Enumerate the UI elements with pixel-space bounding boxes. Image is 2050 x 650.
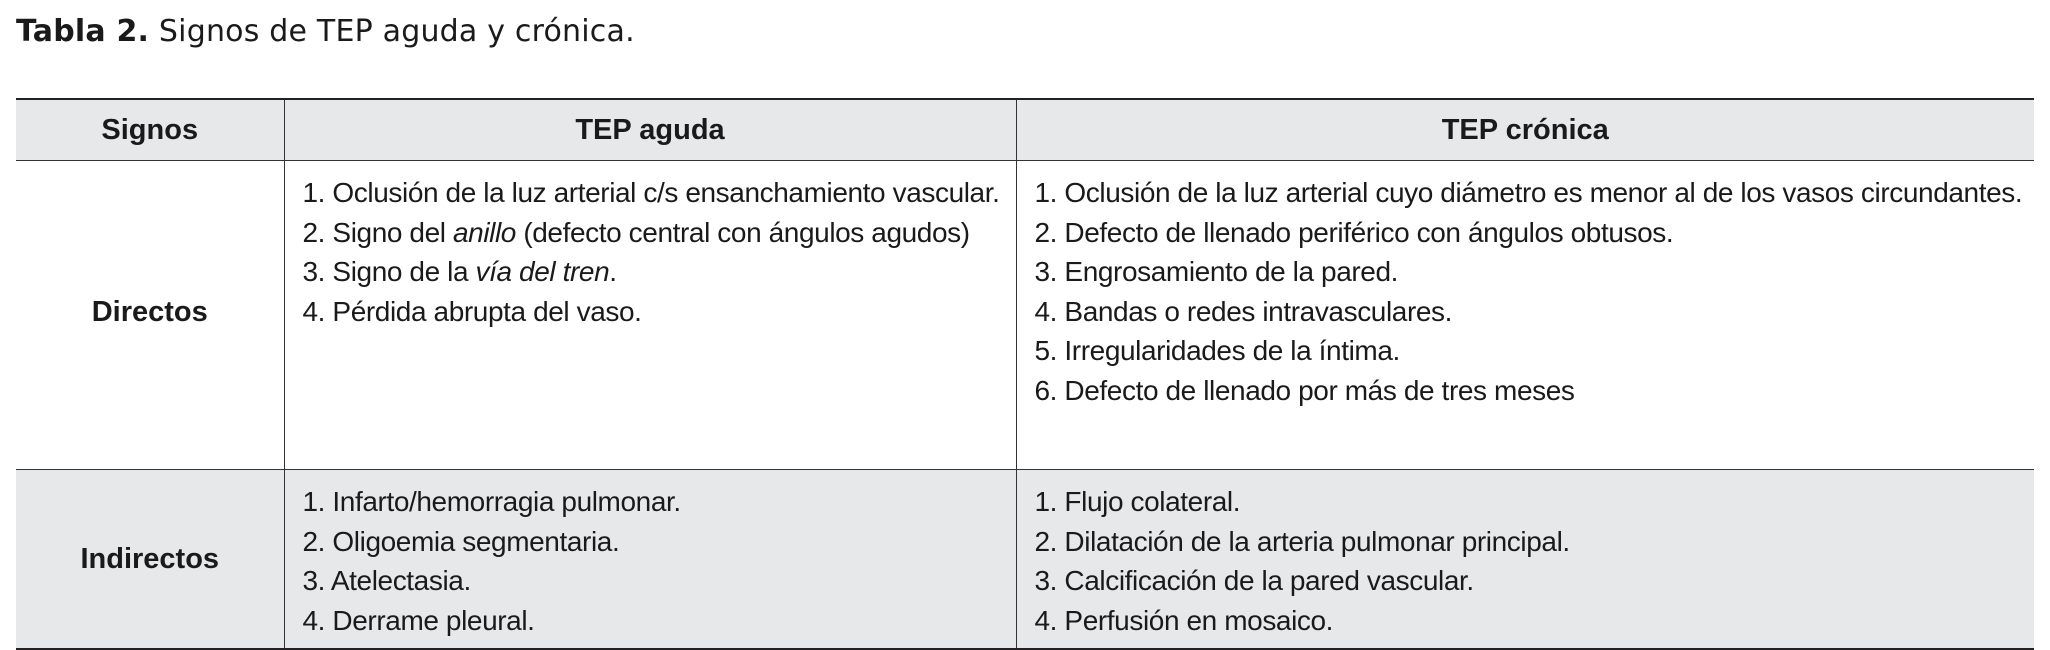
list-item: 4. Perfusión en mosaico. — [1034, 604, 1334, 636]
list-item: 2. Oligoemia segmentaria. — [302, 525, 620, 557]
header-tep-cronica: TEP crónica — [1016, 99, 2034, 161]
list-indirectos-aguda — [285, 470, 1016, 640]
list-item-text: 2. Signo del — [302, 216, 453, 248]
list-item: 2. Defecto de llenado periférico con ángulos obtusos. — [1034, 216, 1674, 248]
list-item: 1. Infarto/hemorragia pulmonar. — [302, 486, 681, 517]
list-directos-cronica — [1017, 161, 2035, 410]
list-item: 3. Calcificación de la pared vascular. — [1034, 565, 1474, 596]
list-item: 1. Oclusión de la luz arterial cuyo diámetro es menor al de los vasos circundantes. — [1034, 177, 2023, 208]
list-item — [303, 252, 1016, 292]
table-row-indirectos — [16, 470, 2034, 650]
table-row-directos — [16, 161, 2034, 470]
list-item: 4. Pérdida abrupta del vaso. — [302, 295, 642, 327]
list-item: 3. Atelectasia. — [302, 565, 471, 596]
signs-table — [16, 98, 2034, 650]
caption-text: Signos de TEP aguda y crónica. — [158, 14, 635, 49]
list-directos-aguda — [285, 161, 1016, 331]
caption-label: Tabla 2. — [16, 14, 150, 49]
list-item: 6. Defecto de llenado por más de tres meses — [1034, 374, 1575, 406]
header-tep-aguda: TEP aguda — [284, 99, 1016, 161]
list-item — [303, 213, 1016, 253]
row-label-directos: Directos — [16, 161, 284, 470]
list-item-italic-text: anillo — [452, 216, 516, 248]
list-item: 1. Oclusión de la luz arterial c/s ensanchamiento vascular. — [302, 177, 1000, 208]
cell-indirectos-aguda — [284, 470, 1016, 650]
list-item: 3. Engrosamiento de la pared. — [1034, 256, 1399, 287]
list-item-text: . — [609, 256, 617, 287]
cell-directos-cronica — [1016, 161, 2034, 470]
list-item: 1. Flujo colateral. — [1034, 486, 1241, 517]
header-signos: Signos — [16, 99, 284, 161]
list-item-italic-text: vía del tren — [475, 256, 610, 287]
list-item: 2. Dilatación de la arteria pulmonar principal. — [1034, 525, 1570, 557]
list-item: 4. Derrame pleural. — [302, 604, 535, 636]
list-item-text: (defecto central con ángulos agudos) — [515, 216, 970, 248]
table-header-row — [16, 99, 2034, 161]
list-indirectos-cronica — [1017, 470, 2035, 640]
list-item-text: 3. Signo de la — [302, 256, 476, 287]
table-caption — [16, 14, 635, 49]
list-item: 4. Bandas o redes intravasculares. — [1034, 295, 1453, 327]
list-item: 5. Irregularidades de la íntima. — [1034, 335, 1400, 366]
cell-indirectos-cronica — [1016, 470, 2034, 650]
cell-directos-aguda — [284, 161, 1016, 470]
row-label-indirectos: Indirectos — [16, 470, 284, 650]
